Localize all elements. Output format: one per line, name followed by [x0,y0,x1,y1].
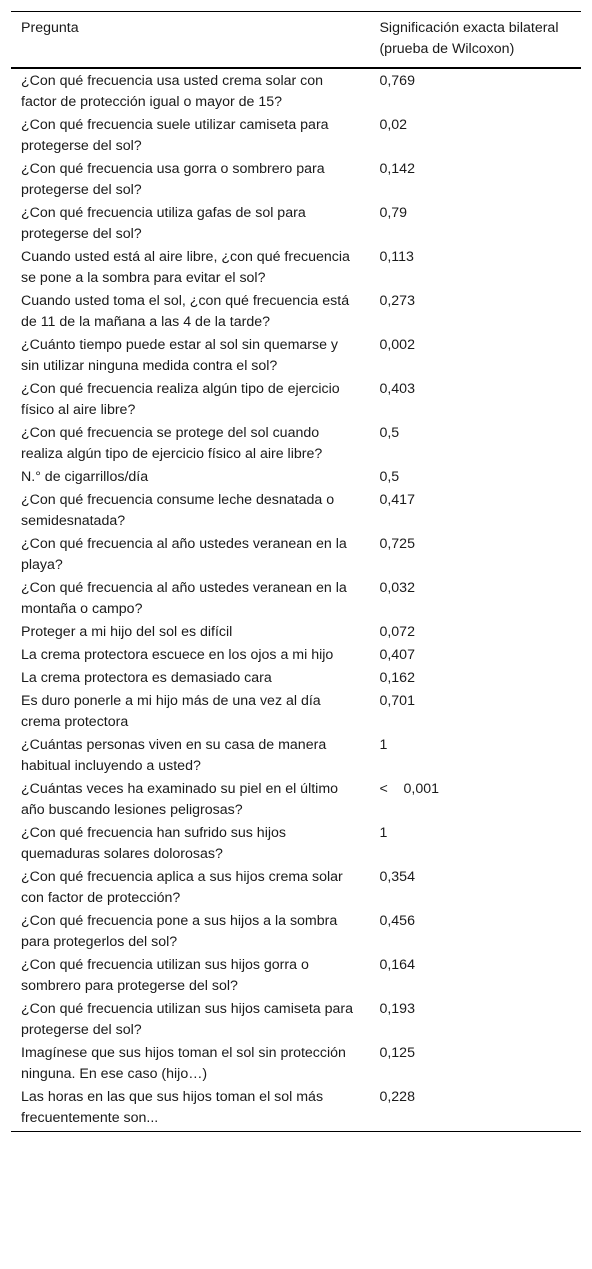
row-question: ¿Con qué frecuencia utilizan sus hijos camiseta para protegerse del sol? [21,1001,353,1038]
row-significance-value: 0,417 [379,492,415,508]
row-significance-value: < 0,001 [379,781,440,797]
table-row [11,621,581,644]
table-row [11,644,581,667]
row-significance-value: 0,5 [379,425,400,441]
table-row [11,334,581,378]
table-row [11,910,581,954]
row-significance-value: 0,228 [379,1089,415,1105]
row-significance-value: 0,072 [379,624,415,640]
row-significance-value: 0,769 [379,73,415,89]
row-question: ¿Cuánto tiempo puede estar al sol sin quemarse y sin utilizar ninguna medida contra el sol? [21,337,339,374]
table-row [11,954,581,998]
row-question: ¿Con qué frecuencia al año ustedes veranean en la montaña o campo? [21,580,347,617]
row-significance-value: 1 [379,825,388,841]
row-question: ¿Cuántas personas viven en su casa de manera habitual incluyendo a usted? [21,737,327,774]
row-significance-value: 0,002 [379,337,415,353]
row-question: ¿Con qué frecuencia aplica a sus hijos crema solar con factor de protección? [21,869,343,906]
row-significance-value: 0,162 [379,670,415,686]
header-significance: Significación exacta bilateral (prueba de Wilcoxon) [379,20,559,57]
row-question: ¿Con qué frecuencia han sufrido sus hijos quemaduras solares dolorosas? [21,825,286,862]
table-row [11,533,581,577]
table-row [11,577,581,621]
row-question: Imagínese que sus hijos toman el sol sin protección ninguna. En ese caso (hijo…) [21,1045,346,1082]
row-significance-value: 0,407 [379,647,415,663]
row-significance-value: 0,032 [379,580,415,596]
row-question: Cuando usted está al aire libre, ¿con qué frecuencia se pone a la sombra para evitar el sol? [21,249,350,286]
row-significance-value: 0,403 [379,381,415,397]
table-row [11,1042,581,1086]
row-significance-value: 0,701 [379,693,415,709]
table-row [11,114,581,158]
table-row [11,290,581,334]
table-row [11,690,581,734]
row-question: Proteger a mi hijo del sol es difícil [21,624,233,640]
table-row [11,734,581,778]
row-significance-value: 0,456 [379,913,415,929]
table-row [11,998,581,1042]
row-question: ¿Con qué frecuencia pone a sus hijos a la sombra para protegerlos del sol? [21,913,338,950]
row-question: Las horas en las que sus hijos toman el sol más frecuentemente son... [21,1089,324,1126]
row-significance-value: 0,193 [379,1001,415,1017]
table-row [11,466,581,489]
row-question: ¿Con qué frecuencia usa usted crema solar con factor de protección igual o mayor de 15? [21,73,324,110]
table-row [11,667,581,690]
row-question: ¿Con qué frecuencia utilizan sus hijos gorra o sombrero para protegerse del sol? [21,957,309,994]
table-row [11,378,581,422]
row-significance-value: 0,164 [379,957,415,973]
row-significance-value: 0,79 [379,205,408,221]
row-question: ¿Con qué frecuencia al año ustedes veranean en la playa? [21,536,347,573]
row-question: ¿Con qué frecuencia se protege del sol cuando realiza algún tipo de ejercicio físico al aire libre? [21,425,323,462]
row-question: Cuando usted toma el sol, ¿con qué frecuencia está de 11 de la mañana a las 4 de la tarde? [21,293,350,330]
table-row [11,489,581,533]
row-question: N.° de cigarrillos/día [21,469,149,485]
row-question: ¿Con qué frecuencia consume leche desnatada o semidesnatada? [21,492,335,529]
table-row [11,778,581,822]
table-row [11,422,581,466]
row-question: ¿Cuántas veces ha examinado su piel en el último año buscando lesiones peligrosas? [21,781,339,818]
row-question: La crema protectora es demasiado cara [21,670,272,686]
row-significance-value: 0,142 [379,161,415,177]
table-row [11,1086,581,1132]
row-question: ¿Con qué frecuencia usa gorra o sombrero para protegerse del sol? [21,161,325,198]
wilcoxon-table [11,11,581,1132]
row-question: Es duro ponerle a mi hijo más de una vez al día crema protectora [21,693,321,730]
table-body [11,68,581,1132]
row-significance-value: 1 [379,737,388,753]
table-row [11,202,581,246]
row-significance-value: 0,354 [379,869,415,885]
table-row [11,158,581,202]
row-question: ¿Con qué frecuencia suele utilizar camiseta para protegerse del sol? [21,117,329,154]
row-significance-value: 0,113 [379,249,414,265]
table-row [11,68,581,114]
header-row [11,12,581,69]
table-row [11,866,581,910]
row-significance-value: 0,5 [379,469,400,485]
table-row [11,822,581,866]
row-question: ¿Con qué frecuencia utiliza gafas de sol para protegerse del sol? [21,205,306,242]
row-significance-value: 0,125 [379,1045,415,1061]
wilcoxon-table-container [11,11,581,1132]
row-question: ¿Con qué frecuencia realiza algún tipo de ejercicio físico al aire libre? [21,381,340,418]
row-significance-value: 0,273 [379,293,415,309]
row-significance-value: 0,02 [379,117,408,133]
row-significance-value: 0,725 [379,536,415,552]
row-question: La crema protectora escuece en los ojos a mi hijo [21,647,334,663]
table-row [11,246,581,290]
table-header [11,12,581,69]
header-question: Pregunta [21,20,79,36]
